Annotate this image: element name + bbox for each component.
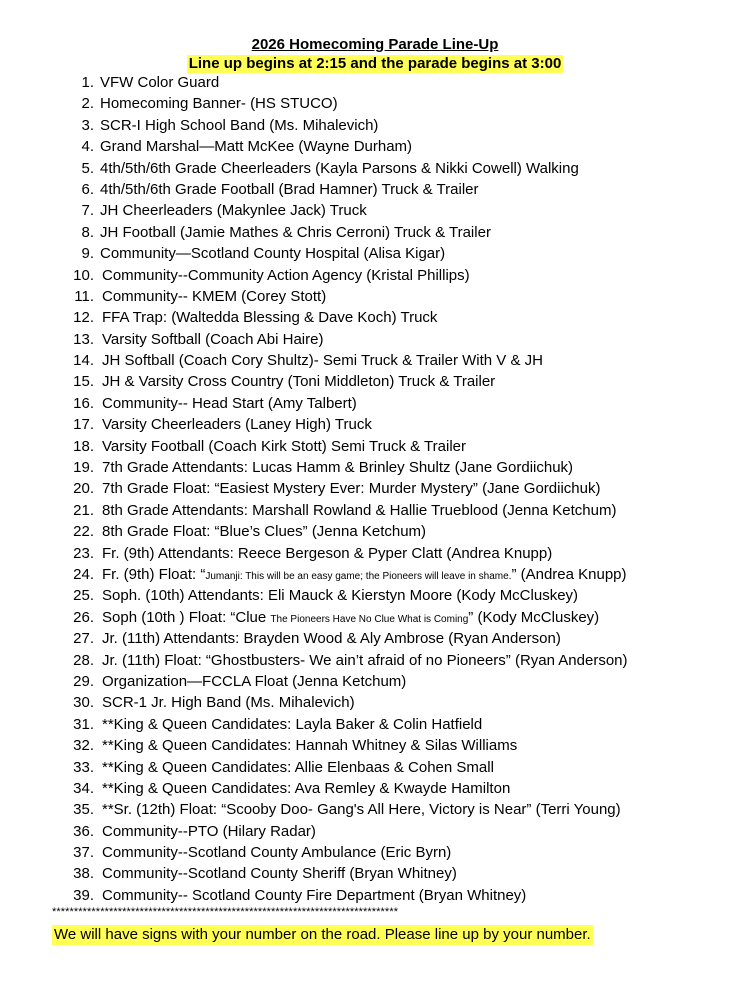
list-item-text-start: Soph (10th ) Float: “Clue: [102, 608, 271, 626]
list-item: [0, 414, 750, 435]
list-item: [0, 543, 750, 564]
list-item: [0, 179, 750, 200]
list-item-number: 13.: [73, 330, 94, 348]
list-item-text: Community--Community Action Agency (Kristal Phillips): [102, 266, 470, 284]
list-item-number: 36.: [73, 822, 94, 840]
list-item-text: Community--Scotland County Ambulance (Eric Byrn): [102, 844, 452, 862]
list-item-number: 5.: [81, 159, 94, 177]
list-item-text: Soph. (10th) Attendants: Eli Mauck & Kierstyn Moore (Kody McCluskey): [102, 587, 579, 605]
list-item-number: 30.: [73, 694, 94, 712]
list-item: [0, 714, 750, 735]
list-item-number: 28.: [73, 651, 94, 669]
list-item-text: Community-- Scotland County Fire Department (Bryan Whitney): [102, 886, 527, 904]
list-item-text: Organization—FCCLA Float (Jenna Ketchum): [102, 672, 407, 690]
list-item: [0, 72, 750, 93]
list-item: [0, 885, 750, 906]
list-item-text-end: ” (Kody McCluskey): [468, 608, 600, 626]
list-item: [0, 671, 750, 692]
list-item: [0, 564, 750, 585]
list-item-text: Community-- KMEM (Corey Stott): [102, 287, 327, 305]
list-item-text: 7th Grade Float: “Easiest Mystery Ever: Murder Mystery” (Jane Gordiichuk): [102, 480, 601, 498]
list-item-text: Varsity Softball (Coach Abi Haire): [102, 330, 324, 348]
list-item-text: [102, 607, 599, 630]
list-item: [0, 329, 750, 350]
list-item: [0, 863, 750, 884]
list-item-number: 23.: [73, 544, 94, 562]
list-item-number: 25.: [73, 587, 94, 605]
list-item: [0, 692, 750, 713]
list-item-text: **King & Queen Candidates: Ava Remley & Kwayde Hamilton: [102, 779, 511, 797]
float-theme-small-text: The Pioneers Have No Clue What is Coming: [270, 613, 469, 625]
float-theme-small-text: Jumanji: This will be an easy game; the Pioneers will leave in shame.: [205, 570, 512, 582]
list-item: [0, 158, 750, 179]
list-item: [0, 93, 750, 114]
list-item-number: 4.: [81, 138, 94, 156]
list-item-number: 9.: [81, 245, 94, 263]
list-item: [0, 307, 750, 328]
list-item-number: 18.: [73, 437, 94, 455]
list-item-number: 32.: [73, 737, 94, 755]
list-item-number: 17.: [73, 416, 94, 434]
list-item-number: 29.: [73, 672, 94, 690]
list-item-text: JH Softball (Coach Cory Shultz)- Semi Truck & Trailer With V & JH: [102, 352, 543, 370]
list-item: [0, 265, 750, 286]
list-item-text: Community--PTO (Hilary Radar): [102, 822, 316, 840]
list-item-number: 27.: [73, 630, 94, 648]
list-item: [0, 371, 750, 392]
list-item: [0, 607, 750, 628]
list-item-text: **King & Queen Candidates: Layla Baker & Colin Hatfield: [102, 715, 483, 733]
footer-notice: We will have signs with your number on the road. Please line up by your number.: [54, 926, 591, 943]
list-item: [0, 350, 750, 371]
list-item-text: Jr. (11th) Float: “Ghostbusters- We ain’t afraid of no Pioneers” (Ryan Anderson): [102, 651, 628, 669]
list-item-number: 15.: [73, 373, 94, 391]
list-item-number: 20.: [73, 480, 94, 498]
list-item-text: 4th/5th/6th Grade Cheerleaders (Kayla Parsons & Nikki Cowell) Walking: [100, 159, 579, 177]
list-item-number: 31.: [73, 715, 94, 733]
separator-line: *******************************************************************************: [52, 906, 399, 918]
list-item-number: 6.: [81, 180, 94, 198]
list-item-number: 26.: [73, 608, 94, 626]
list-item: [0, 136, 750, 157]
list-item-text: SCR-I High School Band (Ms. Mihalevich): [100, 116, 379, 134]
list-item-number: 34.: [73, 779, 94, 797]
list-item: [0, 286, 750, 307]
list-item: [0, 243, 750, 264]
list-item-text: Community--Scotland County Sheriff (Bryan Whitney): [102, 865, 457, 883]
list-item-number: 38.: [73, 865, 94, 883]
list-item: [0, 757, 750, 778]
list-item-text: Homecoming Banner- (HS STUCO): [100, 95, 338, 113]
list-item: [0, 585, 750, 606]
list-item-text: **King & Queen Candidates: Hannah Whitney & Silas Williams: [102, 737, 518, 755]
list-item: [0, 735, 750, 756]
list-item: [0, 842, 750, 863]
list-item-number: 35.: [73, 801, 94, 819]
list-item: [0, 393, 750, 414]
list-item-number: 2.: [81, 95, 94, 113]
list-item-text: 4th/5th/6th Grade Football (Brad Hamner) Truck & Trailer: [100, 180, 479, 198]
list-item-text: VFW Color Guard: [100, 74, 220, 91]
list-item-text: Varsity Football (Coach Kirk Stott) Semi Truck & Trailer: [102, 437, 466, 455]
list-item-text: Jr. (11th) Attendants: Brayden Wood & Aly Ambrose (Ryan Anderson): [102, 630, 561, 648]
subtitle-container: [0, 55, 750, 73]
list-item-text: [102, 564, 627, 587]
list-item-text-end: ” (Andrea Knupp): [511, 565, 627, 583]
list-item-text: **King & Queen Candidates: Allie Elenbaas & Cohen Small: [102, 758, 494, 776]
list-item-text: Fr. (9th) Attendants: Reece Bergeson & Pyper Clatt (Andrea Knupp): [102, 544, 553, 562]
list-item: [0, 778, 750, 799]
list-item-number: 37.: [73, 844, 94, 862]
list-item-text: JH Cheerleaders (Makynlee Jack) Truck: [100, 202, 367, 220]
list-item: [0, 650, 750, 671]
list-item: [0, 457, 750, 478]
list-item: [0, 436, 750, 457]
list-item: [0, 478, 750, 499]
list-item: [0, 200, 750, 221]
lineup-time-notice: Line up begins at 2:15 and the parade begins at 3:00: [188, 55, 562, 72]
page-title: 2026 Homecoming Parade Line-Up: [251, 36, 499, 53]
list-item-number: 8.: [81, 223, 94, 241]
list-item-number: 1.: [81, 74, 94, 91]
list-item-text: Community—Scotland County Hospital (Alisa Kigar): [100, 245, 446, 263]
list-item-text: SCR-1 Jr. High Band (Ms. Mihalevich): [102, 694, 355, 712]
list-item-text: FFA Trap: (Waltedda Blessing & Dave Koch) Truck: [102, 309, 438, 327]
list-item-number: 14.: [73, 352, 94, 370]
list-item: [0, 115, 750, 136]
list-item-text: 8th Grade Float: “Blue’s Clues” (Jenna Ketchum): [102, 523, 427, 541]
list-item-number: 39.: [73, 886, 94, 904]
list-item: [0, 500, 750, 521]
list-item-text: JH Football (Jamie Mathes & Chris Cerroni) Truck & Trailer: [100, 223, 491, 241]
list-item-number: 33.: [73, 758, 94, 776]
list-item-number: 16.: [73, 394, 94, 412]
list-item: [0, 628, 750, 649]
list-item-number: 19.: [73, 459, 94, 477]
list-item-number: 7.: [81, 202, 94, 220]
list-item: [0, 821, 750, 842]
list-item-text: Community-- Head Start (Amy Talbert): [102, 394, 357, 412]
list-item-number: 10.: [73, 266, 94, 284]
list-item-number: 11.: [74, 287, 94, 305]
list-item: [0, 222, 750, 243]
parade-lineup-list: [0, 72, 750, 906]
list-item: [0, 521, 750, 542]
list-item-number: 24.: [73, 565, 94, 583]
list-item-text: Varsity Cheerleaders (Laney High) Truck: [102, 416, 372, 434]
list-item-number: 22.: [73, 523, 94, 541]
list-item: [0, 799, 750, 820]
list-item-number: 21.: [73, 501, 94, 519]
list-item-text: **Sr. (12th) Float: “Scooby Doo- Gang's All Here, Victory is Near” (Terri Young): [102, 801, 621, 819]
list-item-number: 3.: [81, 116, 94, 134]
list-item-text: JH & Varsity Cross Country (Toni Middleton) Truck & Trailer: [102, 373, 496, 391]
list-item-text-start: Fr. (9th) Float: “: [102, 565, 206, 583]
list-item-text: Grand Marshal—Matt McKee (Wayne Durham): [100, 138, 413, 156]
list-item-text: 7th Grade Attendants: Lucas Hamm & Brinley Shultz (Jane Gordiichuk): [102, 459, 574, 477]
list-item-text: 8th Grade Attendants: Marshall Rowland & Hallie Trueblood (Jenna Ketchum): [102, 501, 617, 519]
list-item-number: 12.: [73, 309, 94, 327]
